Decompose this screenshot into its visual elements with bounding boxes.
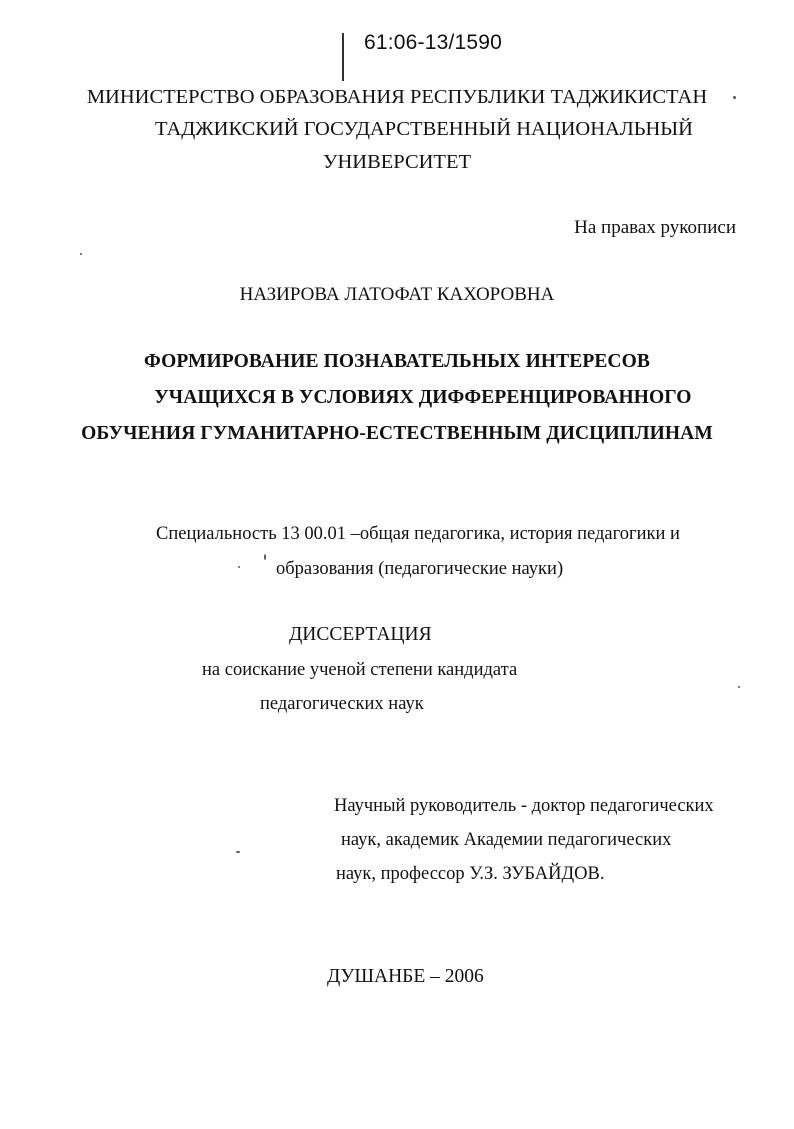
degree-line-2: педагогических наук bbox=[260, 694, 424, 714]
manuscript-rights-note: На правах рукописи bbox=[574, 217, 736, 238]
supervisor-line-3: наук, профессор У.З. ЗУБАЙДОВ. bbox=[336, 864, 605, 884]
author-name: НАЗИРОВА ЛАТОФАТ КАХОРОВНА bbox=[239, 284, 555, 305]
supervisor-line-1: Научный руководитель - доктор педагогических bbox=[334, 796, 714, 816]
university-line-2: УНИВЕРСИТЕТ bbox=[322, 151, 471, 173]
supervisor-line-2: наук, академик Академии педагогических bbox=[341, 830, 672, 850]
scan-speck bbox=[738, 686, 740, 688]
stamp-bar bbox=[342, 33, 344, 81]
specialty-line-1: Специальность 13 00.01 –общая педагогика, история педагогики и bbox=[156, 524, 680, 544]
city-year: ДУШАНБЕ – 2006 bbox=[327, 966, 484, 987]
scan-speck bbox=[264, 554, 266, 560]
scan-speck bbox=[80, 253, 82, 255]
degree-line-1: на соискание ученой степени кандидата bbox=[202, 660, 518, 680]
catalog-stamp: 61:06-13/1590 bbox=[364, 31, 503, 54]
university-line-1: ТАДЖИКСКИЙ ГОСУДАРСТВЕННЫЙ НАЦИОНАЛЬНЫЙ bbox=[155, 118, 693, 140]
specialty-line-2: образования (педагогические науки) bbox=[276, 559, 564, 579]
scan-speck bbox=[238, 566, 240, 568]
scan-speck bbox=[236, 851, 240, 853]
dissertation-title-line-2: УЧАЩИХСЯ В УСЛОВИЯХ ДИФФЕРЕНЦИРОВАННОГО bbox=[154, 387, 692, 408]
ministry-line: МИНИСТЕРСТВО ОБРАЗОВАНИЯ РЕСПУБЛИКИ ТАДЖИКИСТАН bbox=[86, 86, 708, 108]
dissertation-title-line-3: ОБУЧЕНИЯ ГУМАНИТАРНО-ЕСТЕСТВЕННЫМ ДИСЦИПЛИНАМ bbox=[81, 423, 713, 444]
scan-speck bbox=[733, 96, 736, 99]
document-type: ДИССЕРТАЦИЯ bbox=[289, 624, 432, 645]
dissertation-title-line-1: ФОРМИРОВАНИЕ ПОЗНАВАТЕЛЬНЫХ ИНТЕРЕСОВ bbox=[143, 351, 650, 372]
